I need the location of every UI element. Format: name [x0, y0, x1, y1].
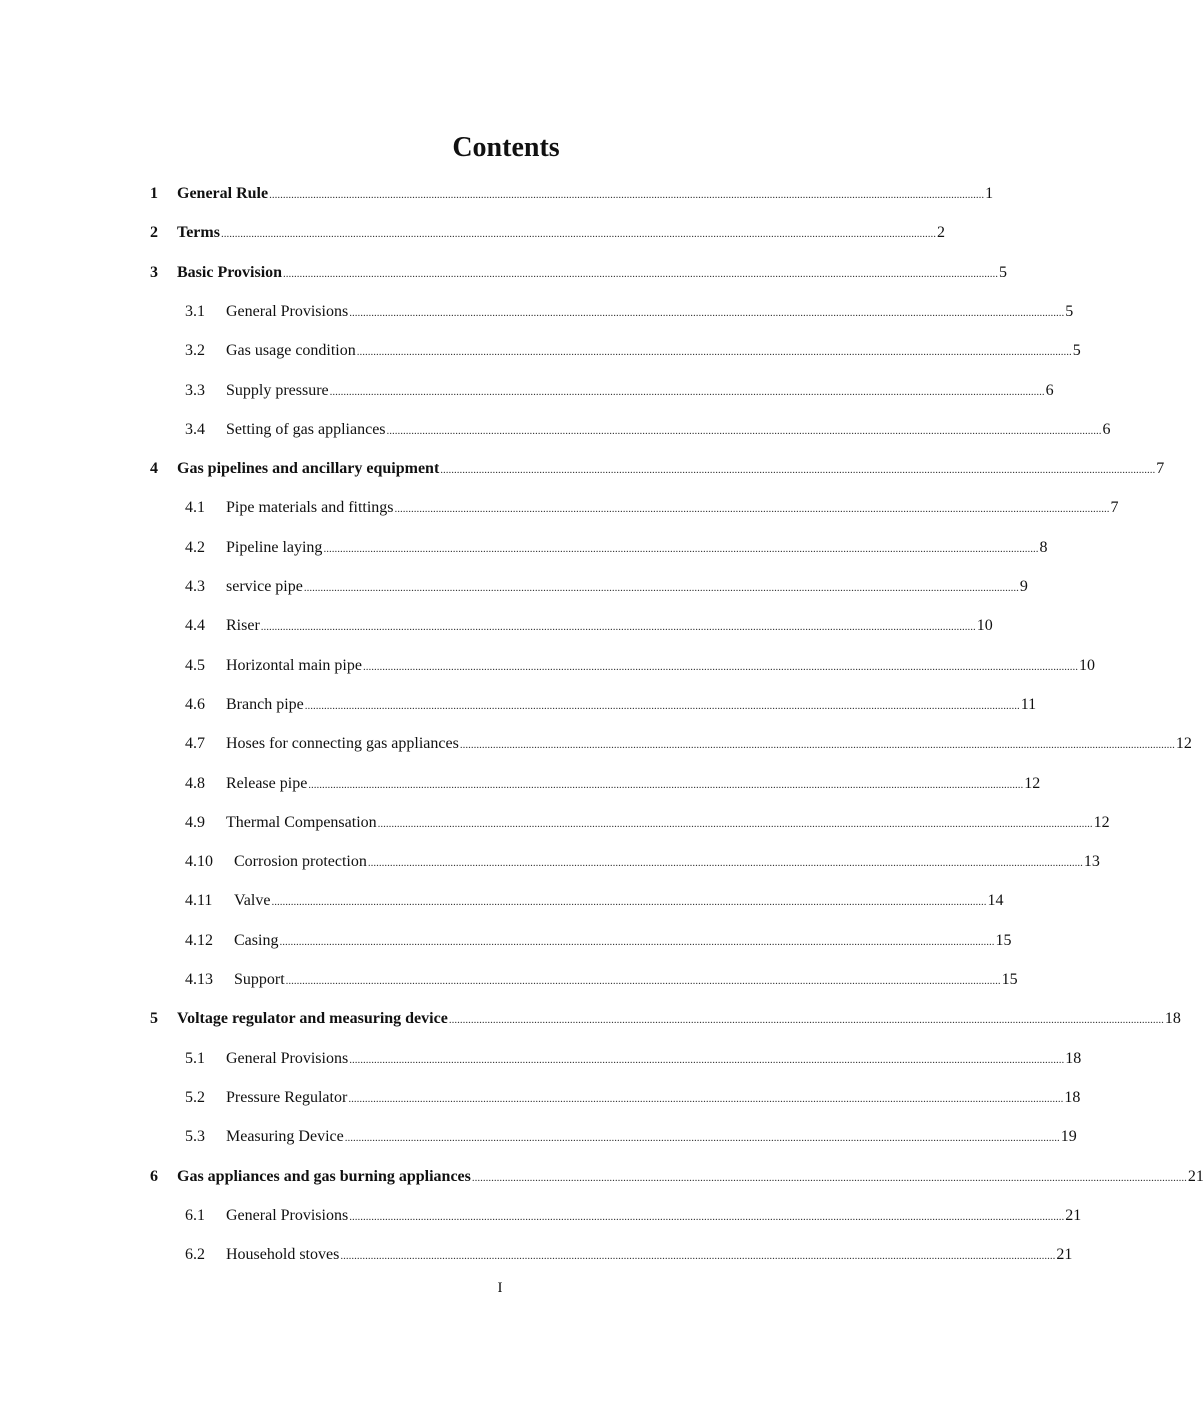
dot-leader: ....................................................................................................................................................................................................................................................................	[377, 817, 1093, 830]
toc-entry-number: 3.2	[185, 342, 205, 360]
toc-entry-number: 5.2	[185, 1088, 205, 1106]
toc-entry-number: 5.3	[185, 1128, 205, 1146]
toc-entry[interactable]	[0, 691, 1037, 719]
toc-entry[interactable]	[0, 887, 1004, 915]
toc-entry-line	[226, 1084, 1081, 1113]
toc-entry-number: 4.5	[185, 656, 205, 674]
toc-entry-page: 18	[1065, 1049, 1082, 1067]
toc-entry-line	[226, 298, 1074, 327]
dot-leader: ....................................................................................................................................................................................................................................................................	[260, 621, 976, 634]
toc-entry[interactable]	[0, 455, 1165, 483]
toc-entry[interactable]	[0, 1005, 1181, 1033]
dot-leader: ....................................................................................................................................................................................................................................................................	[367, 857, 1083, 870]
toc-entry-line	[226, 612, 993, 641]
toc-entry-line	[226, 1241, 1073, 1270]
dot-leader: ....................................................................................................................................................................................................................................................................	[285, 975, 1001, 987]
toc-entry-number: 3	[150, 263, 158, 281]
dot-leader: ....................................................................................................................................................................................................................................................................	[471, 1171, 1187, 1184]
toc-entry-number: 4.2	[185, 538, 205, 556]
toc-entry[interactable]	[0, 494, 1119, 522]
dot-leader: ....................................................................................................................................................................................................................................................................	[348, 1092, 1064, 1105]
toc-entry-line	[226, 770, 1041, 799]
toc-entry[interactable]	[0, 652, 1095, 680]
dot-leader: ....................................................................................................................................................................................................................................................................	[459, 739, 1175, 752]
toc-entry-number: 4.10	[185, 853, 213, 871]
toc-entry-label: Thermal Compensation	[226, 813, 377, 831]
toc-entry-label: Hoses for connecting gas appliances	[226, 735, 459, 753]
dot-leader: ....................................................................................................................................................................................................................................................................	[303, 582, 1019, 594]
toc-entry[interactable]	[0, 534, 1048, 562]
toc-entry[interactable]	[0, 1241, 1073, 1269]
toc-entry[interactable]	[0, 1163, 1204, 1191]
toc-entry-page: 10	[1078, 656, 1095, 674]
toc-entry-page: 10	[976, 617, 993, 635]
toc-entry[interactable]	[0, 1084, 1081, 1112]
toc-entry-line	[177, 1005, 1181, 1034]
toc-entry-number: 6.1	[185, 1206, 205, 1224]
toc-entry-line	[177, 219, 945, 248]
toc-entry[interactable]	[0, 1123, 1077, 1151]
toc-entry-label: Terms	[177, 224, 220, 242]
toc-entry[interactable]	[0, 927, 1012, 955]
toc-entry-page: 2	[936, 224, 945, 242]
toc-entry[interactable]	[0, 337, 1081, 365]
toc-entry-number: 4.6	[185, 695, 205, 713]
toc-entry-page: 8	[1039, 538, 1048, 556]
toc-entry[interactable]	[0, 219, 1000, 247]
toc-entry-page: 21	[1187, 1167, 1204, 1185]
toc-entry-line	[226, 1202, 1082, 1231]
dot-leader: ....................................................................................................................................................................................................................................................................	[340, 1250, 1056, 1263]
toc-entry-page: 15	[995, 931, 1012, 949]
toc-entry-line	[226, 691, 1037, 720]
toc-entry-page: 9	[1019, 578, 1028, 595]
toc-entry-page: 19	[1060, 1128, 1077, 1146]
toc-entry-label: Valve	[234, 892, 271, 910]
toc-entry-number: 5	[150, 1010, 158, 1028]
toc-entry-line	[226, 377, 1054, 406]
toc-entry-number: 4.8	[185, 774, 205, 792]
toc-entry[interactable]	[0, 730, 1192, 758]
toc-entry-page: 11	[1020, 695, 1037, 713]
toc-entry-page: 18	[1164, 1010, 1181, 1028]
dot-leader: ....................................................................................................................................................................................................................................................................	[279, 935, 995, 948]
dot-leader: ....................................................................................................................................................................................................................................................................	[349, 306, 1065, 319]
toc-entry-label: Basic Provision	[177, 263, 283, 281]
toc-entry-number: 4.1	[185, 499, 205, 517]
toc-entry[interactable]	[0, 377, 1054, 405]
toc-entry[interactable]	[0, 180, 1000, 208]
toc-entry-page: 14	[987, 892, 1004, 910]
toc-entry-number: 4.12	[185, 931, 213, 949]
toc-entry-line	[234, 848, 1100, 877]
toc-entry-number: 5.1	[185, 1049, 205, 1067]
toc-entry-number: 3.1	[185, 302, 205, 320]
toc-entry-label: Corrosion protection	[234, 853, 367, 871]
toc-entry-line	[177, 455, 1165, 484]
dot-leader: ....................................................................................................................................................................................................................................................................	[448, 1014, 1164, 1027]
toc-entry-label: Supply pressure	[226, 381, 329, 399]
toc-entry[interactable]	[0, 298, 1074, 326]
dot-leader: ....................................................................................................................................................................................................................................................................	[220, 228, 936, 241]
toc-entry-number: 4.9	[185, 813, 205, 831]
toc-entry-label: Release pipe	[226, 774, 308, 792]
toc-entry[interactable]	[0, 848, 1100, 876]
toc-entry-label: Pressure Regulator	[226, 1088, 348, 1106]
dot-leader: ....................................................................................................................................................................................................................................................................	[356, 346, 1072, 359]
toc-entry-label: General Provisions	[226, 1206, 349, 1224]
dot-leader: ....................................................................................................................................................................................................................................................................	[329, 385, 1045, 398]
toc-entry-number: 6	[150, 1167, 158, 1185]
dot-leader: ....................................................................................................................................................................................................................................................................	[344, 1132, 1060, 1145]
dot-leader: ....................................................................................................................................................................................................................................................................	[362, 660, 1078, 673]
toc-entry-line	[226, 534, 1048, 563]
dot-leader: ....................................................................................................................................................................................................................................................................	[308, 778, 1024, 791]
toc-entry-number: 2	[150, 224, 158, 242]
toc-entry-label: Horizontal main pipe	[226, 656, 362, 674]
toc-entry-line	[226, 1123, 1077, 1152]
dot-leader: ....................................................................................................................................................................................................................................................................	[283, 267, 999, 280]
page-number: I	[497, 1280, 503, 1296]
toc-entry[interactable]	[0, 573, 1028, 601]
dot-leader: ....................................................................................................................................................................................................................................................................	[349, 1053, 1065, 1066]
toc-entry-label: Pipe materials and fittings	[226, 499, 394, 517]
toc-entry-number: 1	[150, 185, 158, 202]
dot-leader: ....................................................................................................................................................................................................................................................................	[271, 896, 987, 909]
toc-entry-label: General Rule	[177, 185, 269, 202]
toc-entry-label: Gas appliances and gas burning appliances	[177, 1167, 471, 1185]
dot-leader: ....................................................................................................................................................................................................................................................................	[323, 542, 1039, 555]
dot-leader: ....................................................................................................................................................................................................................................................................	[269, 189, 985, 201]
toc-entry-number: 4.4	[185, 617, 205, 635]
toc-entry-page: 1	[985, 185, 994, 202]
dot-leader: ....................................................................................................................................................................................................................................................................	[440, 464, 1156, 477]
toc-entry-label: Gas usage condition	[226, 342, 356, 360]
toc-entry-page: 6	[1045, 381, 1054, 399]
toc-entry-label: General Provisions	[226, 302, 349, 320]
dot-leader: ....................................................................................................................................................................................................................................................................	[304, 699, 1020, 712]
toc-entry-label: service pipe	[226, 578, 303, 595]
toc-entry-page: 12	[1175, 735, 1192, 753]
toc-entry-line	[226, 337, 1081, 366]
toc-entry[interactable]	[0, 770, 1041, 798]
toc-entry-page: 5	[1072, 342, 1081, 360]
toc-entry-label: Measuring Device	[226, 1128, 344, 1146]
toc-entry-number: 4	[150, 460, 158, 478]
toc-entry-line	[234, 966, 1018, 995]
toc-entry-label: Pipeline laying	[226, 538, 323, 556]
toc-entry-number: 4.3	[185, 578, 205, 595]
toc-entry-label: Voltage regulator and measuring device	[177, 1010, 448, 1028]
toc-entry-line	[226, 652, 1095, 681]
toc-entry-page: 13	[1083, 853, 1100, 871]
toc-entry[interactable]	[0, 416, 1111, 444]
toc-entry[interactable]	[0, 809, 1110, 837]
toc-entry-page: 7	[1156, 460, 1165, 478]
toc-entry-number: 3.3	[185, 381, 205, 399]
toc-entry-page: 7	[1110, 499, 1119, 517]
toc-entry[interactable]	[0, 259, 1008, 287]
toc-entry-line	[226, 1045, 1082, 1074]
toc-entry-page: 21	[1056, 1246, 1073, 1264]
toc-entry-line	[226, 730, 1192, 759]
toc-entry-line	[234, 887, 1004, 916]
toc-entry-label: Casing	[234, 931, 279, 949]
toc-entry-number: 4.13	[185, 971, 213, 988]
dot-leader: ....................................................................................................................................................................................................................................................................	[349, 1210, 1065, 1223]
toc-entry-page: 5	[1065, 302, 1074, 320]
toc-entry-page: 12	[1024, 774, 1041, 792]
toc-entry-label: Household stoves	[226, 1246, 340, 1264]
toc-entry-line	[226, 573, 1028, 602]
dot-leader: ....................................................................................................................................................................................................................................................................	[394, 503, 1110, 516]
toc-entry-line	[226, 809, 1110, 838]
toc-entry-label: Gas pipelines and ancillary equipment	[177, 460, 440, 478]
toc-entry-label: Setting of gas appliances	[226, 420, 386, 438]
toc-entry[interactable]	[0, 966, 1018, 994]
toc-entry-page: 15	[1001, 971, 1018, 988]
toc-entry-number: 3.4	[185, 420, 205, 438]
toc-entry-page: 6	[1102, 420, 1111, 438]
toc-entry-line	[226, 494, 1119, 523]
toc-entry[interactable]	[0, 1202, 1082, 1230]
toc-entry-label: Support	[234, 971, 285, 988]
toc-entry-number: 6.2	[185, 1246, 205, 1264]
toc-entry-label: General Provisions	[226, 1049, 349, 1067]
toc-entry-line	[177, 259, 1008, 288]
toc-entry-page: 18	[1064, 1088, 1081, 1106]
dot-leader: ....................................................................................................................................................................................................................................................................	[386, 424, 1102, 437]
toc-entry-line	[226, 416, 1111, 445]
toc-entry-page: 21	[1065, 1206, 1082, 1224]
toc-entry-label: Riser	[226, 617, 260, 635]
toc-entry-line	[177, 180, 994, 209]
toc-entry-line	[177, 1163, 1204, 1192]
toc-entry-label: Branch pipe	[226, 695, 304, 713]
toc-entry-line	[234, 927, 1012, 956]
toc-entry-number: 4.7	[185, 735, 205, 753]
toc-entry[interactable]	[0, 612, 1000, 640]
toc-entry-page: 5	[999, 263, 1008, 281]
toc-entry-number: 4.11	[185, 892, 213, 910]
page-title: Contents	[452, 132, 560, 163]
toc-entry[interactable]	[0, 1045, 1082, 1073]
toc-entry-page: 12	[1093, 813, 1110, 831]
